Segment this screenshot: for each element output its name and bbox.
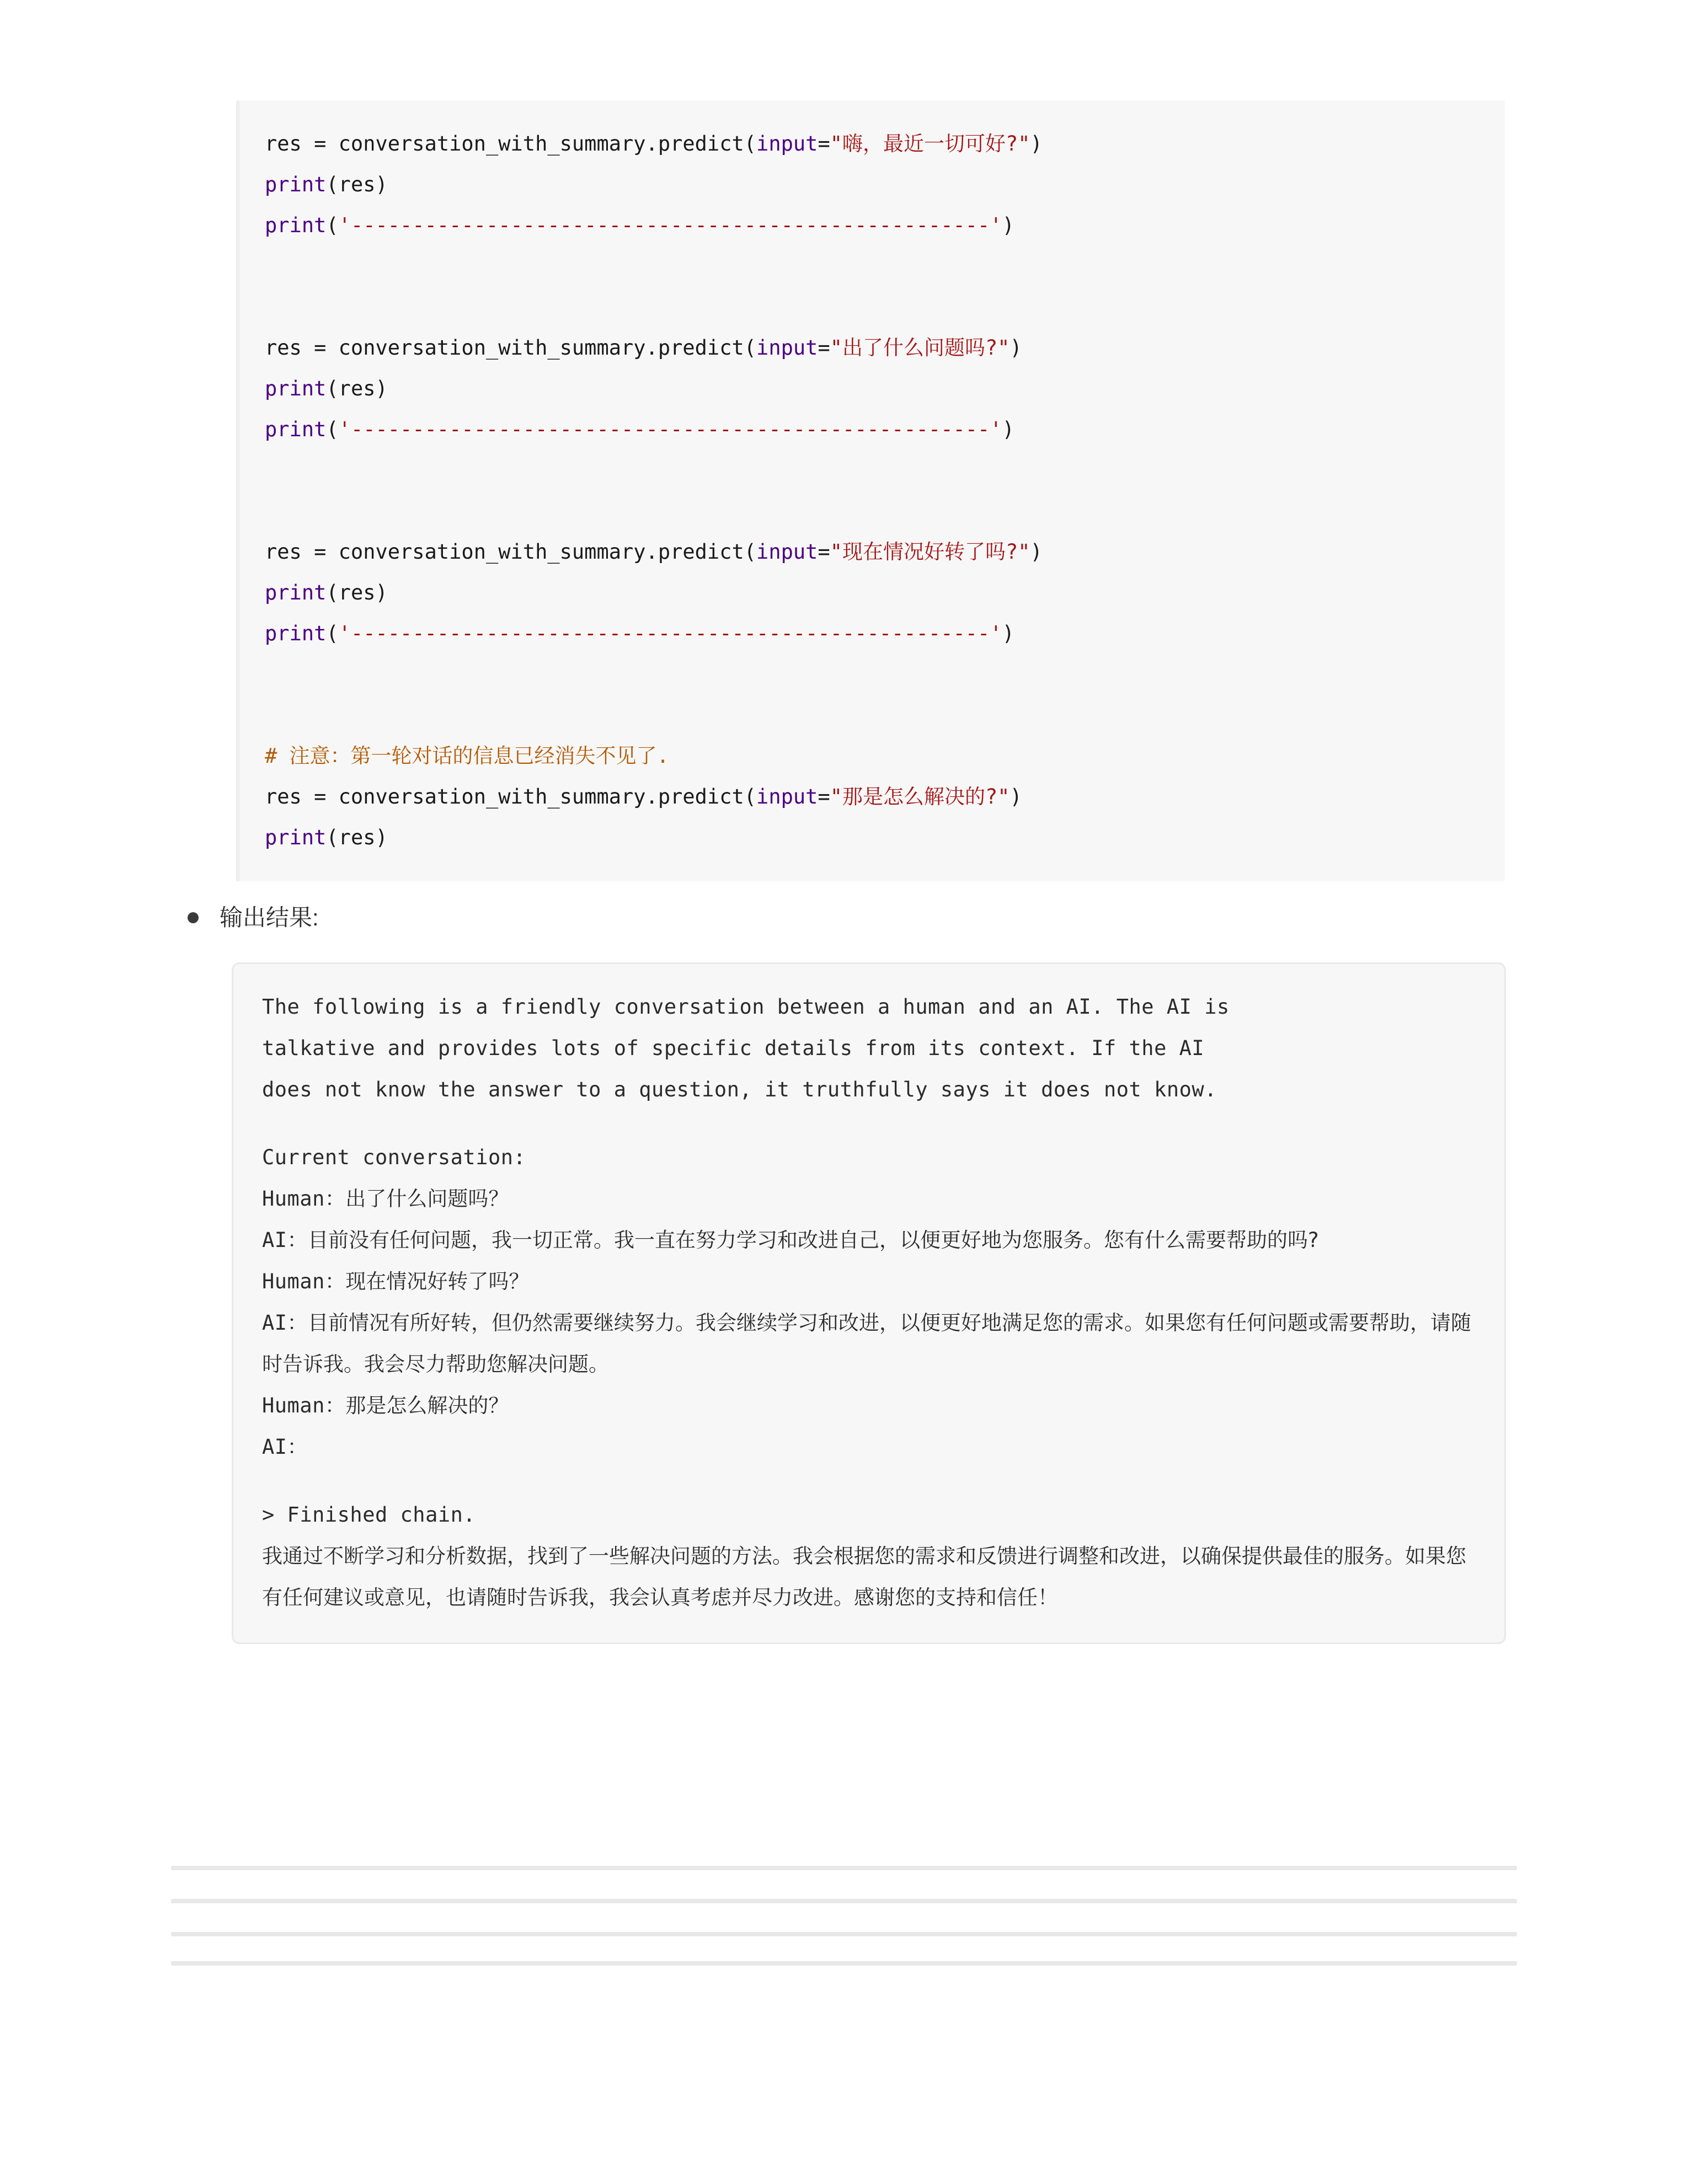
code-token-plain: =: [818, 785, 830, 809]
turn-speaker: AI：: [262, 1435, 308, 1459]
prompt-line: The following is a friendly conversation between a human and an AI. The AI is: [262, 995, 1230, 1019]
code-line: [239, 736, 1505, 777]
code-token-plain: ): [1030, 540, 1043, 564]
turn-text: 目前没有任何问题，我一切正常。我一直在努力学习和改进自己，以便更好地为您服务。您有什么需要帮助的吗?: [308, 1228, 1319, 1252]
turn-text: 目前情况有所好转，但仍然需要继续努力。我会继续学习和改进，以便更好地满足您的需求。如果您有任何问题或需要帮助，请随时告诉我。我会尽力帮助您解决问题。: [262, 1311, 1472, 1376]
code-token-plain: res = conversation_with_summary.predict(: [265, 785, 757, 809]
code-token-kw: print: [265, 622, 327, 645]
conversation-turn: [262, 1261, 1476, 1302]
spacer: [262, 1110, 1476, 1137]
turn-text: 出了什么问题吗？: [345, 1187, 509, 1211]
conversation-turn: [262, 1178, 1476, 1219]
code-token-arg: input: [756, 336, 818, 360]
code-line: [239, 328, 1505, 368]
current-conversation-label: Current conversation:: [262, 1145, 526, 1169]
bullet-dot-icon: [188, 912, 199, 923]
code-token-str: "出了什么问题吗?": [830, 336, 1010, 360]
code-token-str: '----------------------------------------------------': [338, 622, 1002, 645]
spacer: [262, 1468, 1476, 1494]
code-token-plain: (res): [326, 173, 388, 196]
code-token-str: "那是怎么解决的?": [830, 785, 1010, 809]
code-token-plain: ): [1030, 132, 1043, 156]
separator-line: [171, 1961, 1517, 1966]
conversation-turn: [262, 1219, 1476, 1261]
code-token-str: "现在情况好转了吗?": [830, 540, 1030, 564]
code-token-arg: input: [756, 785, 818, 809]
code-blank-line: [239, 246, 1505, 287]
separator-line: [171, 1866, 1517, 1870]
code-token-plain: res = conversation_with_summary.predict(: [265, 336, 757, 360]
code-token-plain: res = conversation_with_summary.predict(: [265, 540, 757, 564]
code-line: [239, 613, 1505, 654]
code-blank-line: [239, 654, 1505, 695]
turn-speaker: AI：: [262, 1228, 308, 1252]
turn-speaker: Human：: [262, 1394, 346, 1417]
code-token-plain: (: [326, 622, 339, 645]
output-block: [232, 962, 1506, 1644]
prompt-line: talkative and provides lots of specific details from its context. If the AI: [262, 1036, 1205, 1060]
code-token-kw: print: [265, 213, 327, 237]
finished-chain-status: > Finished chain.: [262, 1503, 476, 1527]
code-blank-line: [239, 450, 1505, 491]
code-token-plain: res = conversation_with_summary.predict(: [265, 132, 757, 156]
output-result-label: 输出结果:: [220, 904, 319, 930]
code-line: [239, 532, 1505, 572]
code-token-plain: ): [1002, 417, 1014, 441]
separator-line: [171, 1932, 1517, 1936]
code-token-plain: ): [1002, 622, 1014, 645]
code-line: [239, 164, 1505, 205]
code-token-kw: print: [265, 173, 327, 196]
code-line: [239, 777, 1505, 817]
turn-text: 现在情况好转了吗？: [345, 1270, 530, 1293]
code-blank-line: [239, 695, 1505, 736]
code-blank-line: [239, 287, 1505, 328]
code-token-kw: print: [265, 581, 327, 604]
final-answer: 我通过不断学习和分析数据，找到了一些解决问题的方法。我会根据您的需求和反馈进行调整和改进，以确保提供最佳的服务。如果您有任何建议或意见，也请随时告诉我，我会认真考虑并尽力改进。感谢您的支持和信任！: [262, 1544, 1466, 1609]
code-token-plain: (: [326, 417, 339, 441]
code-line: [239, 368, 1505, 409]
code-line: [239, 409, 1505, 450]
conversation-turn: [262, 1385, 1476, 1426]
code-token-plain: (res): [326, 581, 388, 604]
separator-line: [171, 1899, 1517, 1903]
code-block: [236, 100, 1505, 881]
code-token-plain: ): [1002, 213, 1014, 237]
code-line: [239, 205, 1505, 246]
conversation-turns: [262, 1178, 1476, 1468]
code-token-str: '----------------------------------------------------': [338, 417, 1002, 441]
code-token-str: "嗨，最近一切可好?": [830, 132, 1030, 156]
code-line: [239, 572, 1505, 613]
prompt-line: does not know the answer to a question, it truthfully says it does not know.: [262, 1078, 1217, 1101]
conversation-turn: [262, 1302, 1476, 1385]
output-result-bullet: [188, 903, 319, 932]
code-token-plain: ): [1009, 785, 1022, 809]
turn-speaker: Human：: [262, 1270, 346, 1293]
turn-speaker: Human：: [262, 1187, 346, 1211]
code-line: [239, 817, 1505, 858]
prompt-preamble: [262, 986, 1476, 1110]
code-token-plain: =: [818, 540, 830, 564]
code-token-kw: print: [265, 826, 327, 849]
code-token-plain: (res): [326, 826, 388, 849]
code-token-plain: (res): [326, 377, 388, 400]
code-token-kw: print: [265, 417, 327, 441]
code-token-cmt: # 注意：第一轮对话的信息已经消失不见了.: [265, 744, 669, 768]
code-blank-line: [239, 491, 1505, 532]
code-token-plain: =: [818, 336, 830, 360]
code-token-str: '----------------------------------------------------': [338, 213, 1002, 237]
conversation-turn: [262, 1426, 1476, 1468]
code-token-plain: ): [1009, 336, 1022, 360]
code-token-arg: input: [756, 540, 818, 564]
code-token-arg: input: [756, 132, 818, 156]
code-token-plain: =: [818, 132, 830, 156]
turn-speaker: AI：: [262, 1311, 308, 1335]
turn-text: 那是怎么解决的？: [345, 1394, 509, 1417]
code-token-kw: print: [265, 377, 327, 400]
code-line: [239, 124, 1505, 164]
code-token-plain: (: [326, 213, 339, 237]
